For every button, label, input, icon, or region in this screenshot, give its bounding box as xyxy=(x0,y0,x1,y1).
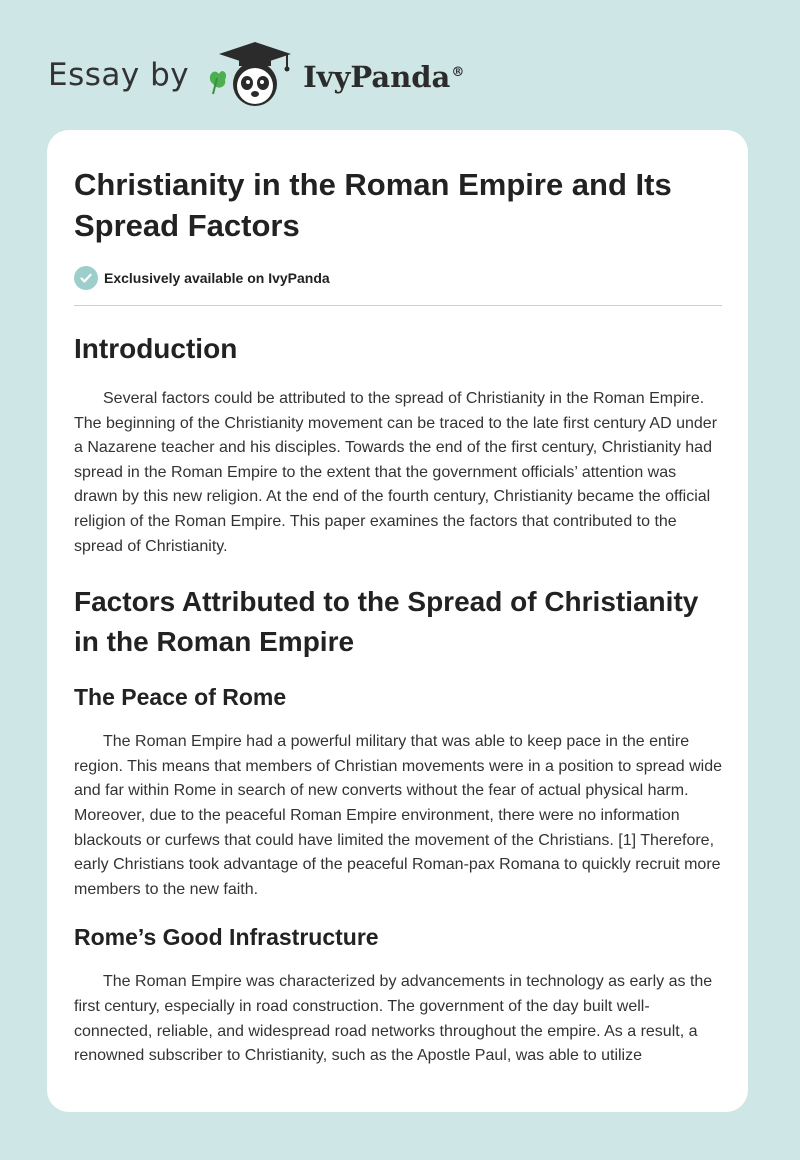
site-header xyxy=(0,0,800,130)
paragraph-infrastructure: The Roman Empire was characterized by advancements in technology as early as the first century, especially in road construction. The government of the day built well-connected, reliable, and widespread road networks throughout the empire. As a result, a renowned subscriber to Christianity, such as the Apostle Paul, was able to utilize xyxy=(74,973,713,1065)
page-title: Christianity in the Roman Empire and Its Spread Factors xyxy=(74,167,672,243)
essay-card xyxy=(47,130,748,1112)
essay-content xyxy=(74,130,722,1069)
paragraph-introduction: Several factors could be attributed to the spread of Christianity in the Roman Empire. The beginning of the Christianity movement can be traced to the late first century AD under a Nazarene teacher and his disciples. Towards the end of the first century, Christianity had spread in the Roman Empire to the extent that the government officials’ attention was drawn by this new religion. At the end of the fourth century, Christianity became the official religion of the Roman Empire. This paper examines the factors that contributed to the spread of Christianity. xyxy=(74,390,718,555)
exclusive-badge xyxy=(74,266,722,290)
section-heading-factors: Factors Attributed to the Spread of Christianity in the Roman Empire xyxy=(74,586,699,658)
subsection-heading-peace-of-rome: The Peace of Rome xyxy=(74,684,287,711)
section-heading-introduction: Introduction xyxy=(74,333,238,364)
brand-prefix: Essay by xyxy=(48,57,190,93)
check-circle-icon xyxy=(74,266,98,290)
paragraph-peace-of-rome: The Roman Empire had a powerful military that was able to keep pace in the entire region. This means that members of Christian movements were in a position to spread wide and far within Rome in search of new converts without the fear of actual physical harm. Moreover, due to the peaceful Roman Empire environment, there were no information blackouts or curfews that could have limited the movement of the Christians. [1] Therefore, early Christians took advantage of the peaceful Roman-pax Romana to quickly recruit more members to the new faith. xyxy=(74,733,723,898)
exclusive-badge-text: Exclusively available on IvyPanda xyxy=(104,270,330,286)
subsection-heading-infrastructure: Rome’s Good Infrastructure xyxy=(74,924,379,951)
brand-name: IvyPanda® xyxy=(303,60,465,94)
brand-logo-link[interactable] xyxy=(48,34,464,114)
panda-graduation-cap-icon xyxy=(205,38,297,110)
divider xyxy=(74,305,722,306)
